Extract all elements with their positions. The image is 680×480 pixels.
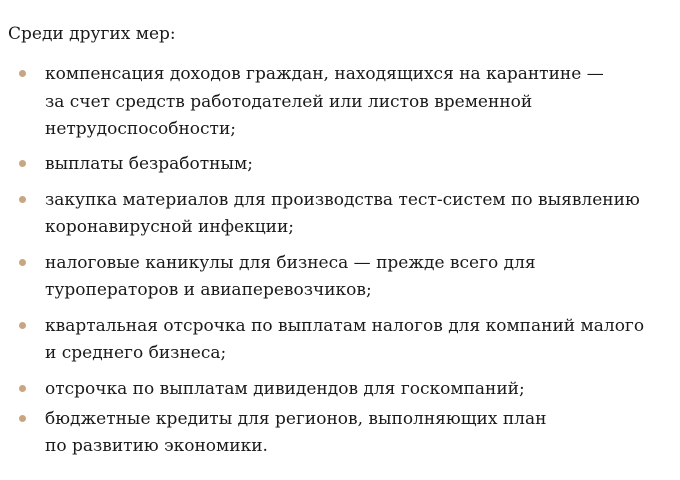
- list-item-text: туроператоров и авиаперевозчиков;: [45, 280, 372, 300]
- list-item-text: отсрочка по выплатам дивидендов для госкомпаний;: [45, 379, 525, 399]
- list-item-text: закупка материалов для производства тест-систем по выявлению: [45, 190, 640, 210]
- bullet-icon: [19, 322, 26, 329]
- list-item-text: квартальная отсрочка по выплатам налогов для компаний малого: [45, 316, 645, 336]
- bullet-icon: [19, 385, 26, 392]
- intro-text: Среди других мер:: [8, 24, 176, 44]
- list-item-text: налоговые каникулы для бизнеса — прежде всего для: [45, 253, 536, 273]
- bullet-icon: [19, 196, 26, 203]
- list-item-text: коронавирусной инфекции;: [45, 217, 295, 237]
- bullet-icon: [19, 160, 26, 167]
- bullet-icon: [19, 259, 26, 266]
- list-item-text: и среднего бизнеса;: [45, 343, 227, 363]
- list-item-text: за счет средств работодателей или листов временной: [45, 92, 533, 112]
- list-item-text: компенсация доходов граждан, находящихся на карантине —: [45, 64, 604, 84]
- list-item-text: по развитию экономики.: [45, 436, 268, 456]
- list-item-text: выплаты безработным;: [45, 154, 253, 174]
- bullet-icon: [19, 415, 26, 422]
- list-item-text: бюджетные кредиты для регионов, выполняющих план: [45, 409, 547, 429]
- bullet-icon: [19, 70, 26, 77]
- list-item-text: нетрудоспособности;: [45, 119, 237, 139]
